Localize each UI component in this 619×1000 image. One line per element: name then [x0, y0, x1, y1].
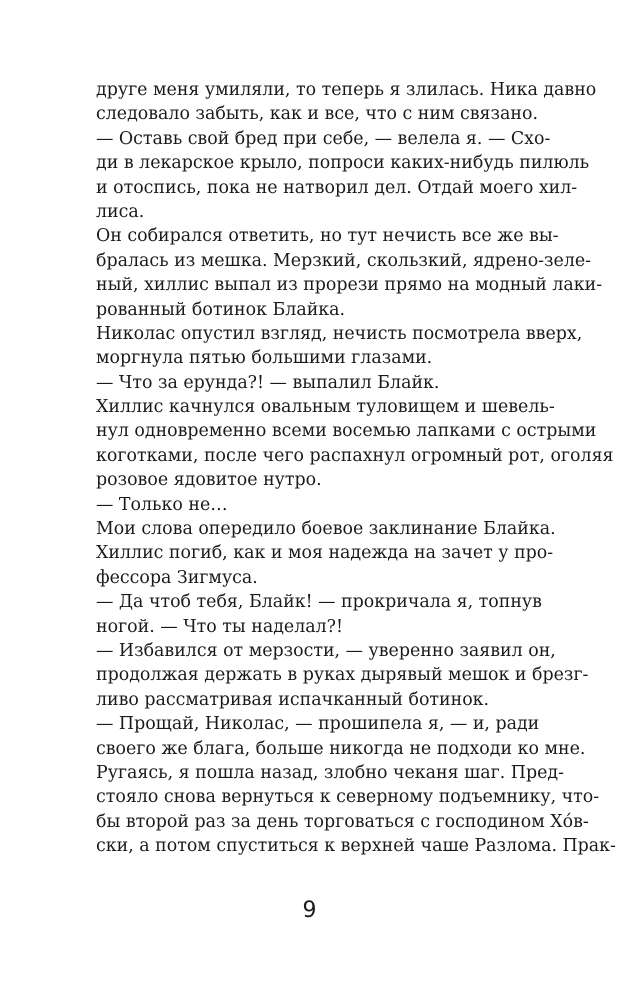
text-line: рованный ботинок Блайка. [96, 299, 346, 320]
text-line: — Да чтоб тебя, Блайк! — прокричала я, топнув [96, 592, 542, 613]
text-line: продолжая держать в руках дырявый мешок и брезг- [96, 665, 589, 686]
text-line: бралась из мешка. Мерзкий, скользкий, ядрено-зеле- [96, 250, 592, 271]
text-line: ногой. — Что ты наделал?! [96, 616, 343, 637]
text-line: друге меня умиляли, то теперь я злилась. Ника давно [96, 80, 597, 100]
text-line: и отоспись, пока не натворил дел. Отдай моего хил- [96, 177, 578, 198]
text-line: ливо рассматривая испачканный ботинок. [96, 689, 490, 710]
text-line: фессора Зигмуса. [96, 567, 258, 588]
text-line: Николас опустил взгляд, нечисть посмотрела вверх, [96, 323, 583, 344]
page-number: 9 [302, 898, 317, 923]
text-line: — Что за ерунда?! — выпалил Блайк. [96, 372, 440, 393]
text-line: розовое ядовитое нутро. [96, 470, 322, 491]
text-line: Мои слова опередило боевое заклинание Блайка. [96, 519, 556, 540]
text-line: ди в лекарское крыло, попроси каких-нибудь пилюль [96, 153, 590, 174]
page-text-block [96, 78, 616, 859]
text-line: ный, хиллис выпал из прорези прямо на модный лаки- [96, 275, 603, 296]
text-line: Он собирался ответить, но тут нечисть все же вы- [96, 226, 559, 247]
text-line: — Оставь свой бред при себе, — велела я. — Схо- [96, 128, 551, 149]
text-line: бы второй раз за день торговаться с господином Хóв- [96, 811, 589, 832]
text-line: Ругаясь, я пошла назад, злобно чеканя шаг. Пред- [96, 762, 564, 783]
text-line: ски, а потом спуститься к верхней чаше Разлома. Прак- [96, 836, 616, 857]
text-line: — Избавился от мерзости, — уверенно заявил он, [96, 640, 556, 661]
text-line: лиса. [96, 201, 145, 222]
text-line: нул одновременно всеми восемью лапками с острыми [96, 421, 597, 442]
text-line: следовало забыть, как и все, что с ним связано. [96, 104, 538, 125]
text-line: Хиллис погиб, как и моя надежда на зачет у про- [96, 543, 554, 564]
text-line: коготками, после чего распахнул огромный рот, оголяя [96, 445, 614, 466]
body-text [96, 78, 616, 859]
text-line: моргнула пятью большими глазами. [96, 348, 433, 369]
text-line: — Прощай, Николас, — прошипела я, — и, ради [96, 714, 540, 735]
text-line: своего же блага, больше никогда не подходи ко мне. [96, 738, 586, 759]
text-line: Хиллис качнулся овальным туловищем и шевель- [96, 397, 555, 418]
text-line: — Только не… [96, 494, 228, 515]
text-line: стояло снова вернуться к северному подъемнику, что- [96, 787, 600, 808]
